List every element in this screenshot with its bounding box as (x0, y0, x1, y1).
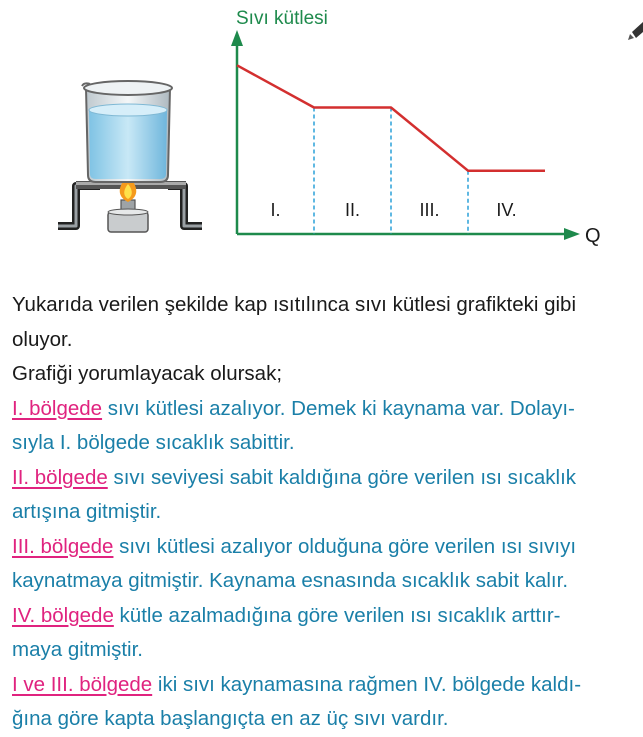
paragraph-4-text: kütle azalmadığına göre verilen ısı sıcaklık arttır- (113, 603, 561, 627)
paragraph-4-line-1 (12, 599, 634, 634)
intro-line-3: Grafiği yorumlayacak olursak; (12, 362, 283, 385)
x-axis-arrow-icon (564, 228, 580, 240)
region-dividers (314, 107, 468, 234)
paragraph-5-line-2: ğına göre kapta başlangıçta en az üç sıvı vardır. (12, 707, 449, 730)
intro-line-1: Yukarıda verilen şekilde kap ısıtılınca sıvı kütlesi grafikteki gibi (12, 293, 577, 316)
region-label: III. (419, 200, 440, 220)
chart (231, 8, 601, 247)
region-2-label: II. bölgede (12, 465, 108, 489)
beaker-icon (82, 81, 172, 182)
region-label: IV. (496, 200, 517, 220)
explanation-text (12, 288, 634, 737)
paragraph-1-line-1 (12, 392, 634, 427)
paragraph-5-text: iki sıvı kaynamasına rağmen IV. bölgede kaldı- (152, 672, 582, 696)
x-axis-label: Q (585, 225, 601, 247)
paragraph-3-text: sıvı kütlesi azalıyor olduğuna göre verilen ısı sıvıyı (113, 534, 577, 558)
region-3-label: III. bölgede (12, 534, 114, 558)
paragraph-3-line-1 (12, 530, 634, 565)
region-4-label: IV. bölgede (12, 603, 114, 627)
paragraph-5-line-1 (12, 668, 634, 703)
figure (0, 0, 643, 260)
region-1-3-label: I ve III. bölgede (12, 672, 153, 696)
paragraph-1-text: sıvı kütlesi azalıyor. Demek ki kaynama var. Dolayı- (102, 396, 575, 420)
region-1-label: I. bölgede (12, 396, 103, 420)
intro-line-2: oluyor. (12, 327, 73, 351)
pencil-icon (628, 22, 643, 40)
region-label: II. (344, 200, 361, 220)
paragraph-1-line-2: sıyla I. bölgede sıcaklık sabittir. (12, 431, 295, 454)
paragraph-2-line-2: artışına gitmiştir. (12, 500, 162, 523)
paragraph-2-line-1 (12, 461, 634, 496)
apparatus (58, 81, 202, 232)
y-axis-label: Sıvı kütlesi (236, 8, 328, 29)
region-label: I. (270, 200, 281, 220)
region-labels (270, 200, 516, 220)
paragraph-3-line-2: kaynatmaya gitmiştir. Kaynama esnasında sıcaklık sabit kalır. (12, 569, 569, 592)
paragraph-4-line-2: maya gitmiştir. (12, 638, 143, 661)
burner-icon (108, 200, 148, 232)
y-axis-arrow-icon (231, 30, 243, 46)
paragraph-2-text: sıvı seviyesi sabit kaldığına göre verilen ısı sıcaklık (107, 465, 577, 489)
